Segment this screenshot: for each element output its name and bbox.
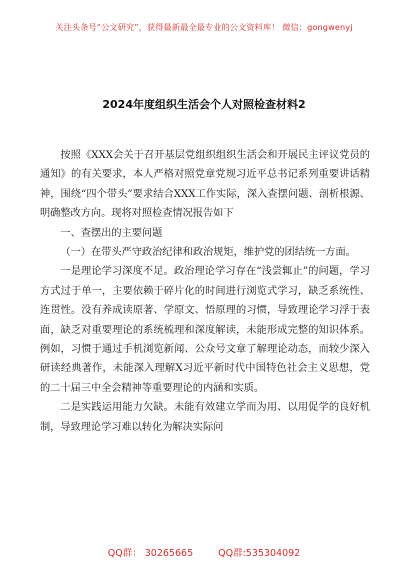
footer-qq-group-1: QQ群： 30265665 [107, 548, 194, 559]
footer-contact [0, 545, 408, 559]
footer-qq-group-2: QQ群:535304092 [218, 548, 301, 559]
section-heading: 一、查摆出的主要问题 [60, 227, 163, 239]
subsection-heading: （一）在带头严守政治纪律和政治规矩，维护党的团结统一方面。 [60, 247, 356, 259]
body-paragraph: 二是实践运用能力欠缺。未能有效建立学而为用、以用促学的良好机制，导致理论学习难以转化为解决实际问 [40, 402, 370, 433]
intro-paragraph: 按照《XXX会关于召开基层党组织组织生活会和开展民主评议党员的通知》的有关要求，本人严格对照党章党规习近平总书记系列重要讲话精神，围绕“四个带头”要求结合XXX工作实际，深入查摆问题、剖析根源、明确整改方向。现将对照检查情况报告如下 [40, 150, 370, 220]
document-body [40, 146, 370, 437]
document-title: 2024年度组织生活会个人对照检查材料2 [102, 98, 306, 111]
body-paragraph: 一是理论学习深度不足。政治理论学习存在“浅尝辄止”的问题，学习方式过于单一，主要依赖于碎片化的时间进行浏览式学习，缺乏系统性、连贯性。没有养成读原著、学原文、悟原理的习惯，导致理论学习浮于表面，缺乏对重要理论的系统梳理和深度解读，未能形成完整的知识体系。例如，习惯于通过手机浏览新闻、公众号文章了解理论动态，而较少深入研读经典著作，未能深入理解X习近平新时代中国特色社会主义思想，党的二十届三中全会精神等重要理论的内涵和实质。 [40, 266, 370, 394]
promo-banner: 关注头条号“公文研究”，获得最新最全最专业的公文资料库！ 微信：gongwenyj [55, 22, 353, 32]
